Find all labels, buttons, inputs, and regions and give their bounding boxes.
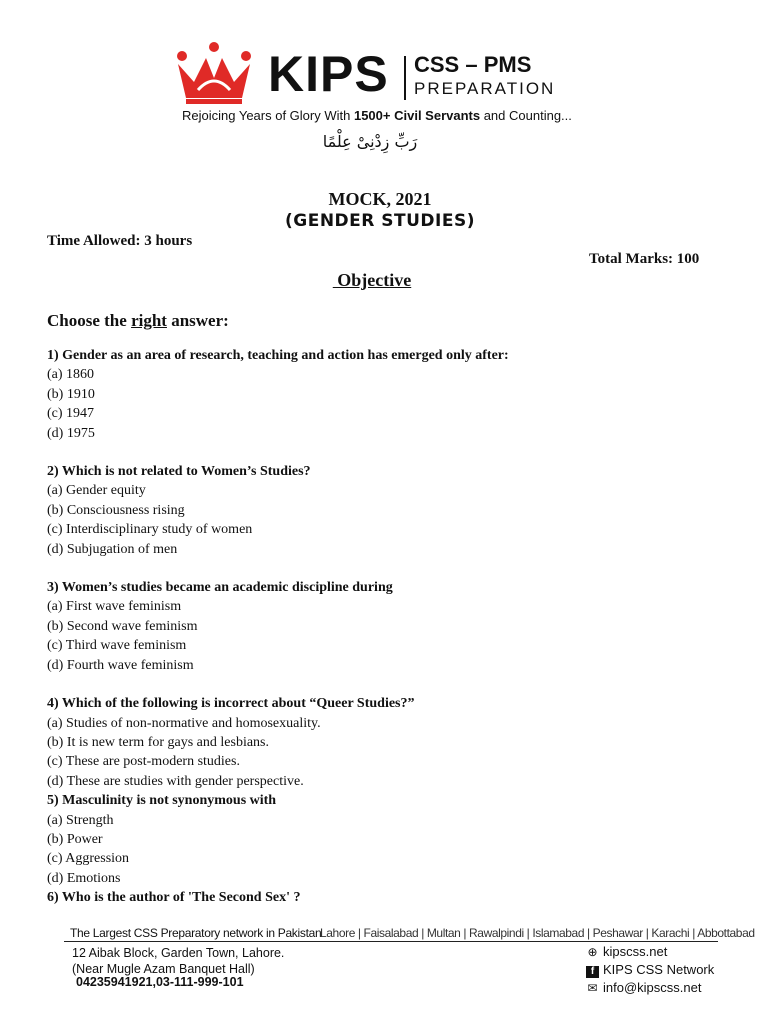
question-2	[47, 462, 727, 559]
facebook-icon: f	[586, 966, 599, 978]
question-text: 6) Who is the author of 'The Second Sex' ?	[47, 890, 301, 906]
website-contact[interactable]	[586, 944, 667, 959]
section-heading: Objective	[332, 270, 412, 290]
option: (a) First wave feminism	[47, 599, 182, 615]
option: (c) Aggression	[47, 851, 130, 867]
question-text: 3) Women’s studies became an academic discipline during	[47, 580, 393, 596]
instruction-pre: Choose the	[47, 311, 132, 330]
option: (a) Strength	[47, 812, 114, 828]
option: (b) Second wave feminism	[47, 618, 198, 634]
option: (c) Third wave feminism	[47, 638, 187, 654]
instruction	[47, 311, 229, 331]
brand-subtitle-2: PREPARATION	[414, 79, 556, 98]
option: (d) Fourth wave feminism	[47, 657, 194, 673]
phone-numbers: 04235941921,03-111-999-101	[76, 975, 244, 989]
option: (c) Interdisciplinary study of women	[47, 522, 253, 538]
arabic-verse: رَبِّ زِدْنِیْ عِلْمًا	[322, 132, 418, 151]
email-contact[interactable]	[586, 980, 701, 995]
question-text: 4) Which of the following is incorrect about “Queer Studies?”	[47, 696, 415, 712]
tagline-number: 1500+	[353, 108, 391, 123]
option: (b) It is new term for gays and lesbians.	[47, 734, 269, 750]
brand-subtitle: CSS – PMS	[414, 52, 532, 77]
question-4	[47, 694, 727, 791]
brand-name: KIPS	[268, 46, 389, 102]
tagline-highlight: Civil Servants	[390, 108, 481, 123]
tagline	[182, 106, 602, 126]
option: (c) 1947	[47, 406, 95, 422]
instruction-post: answer:	[166, 311, 229, 330]
option: (d) Subjugation of men	[47, 541, 178, 557]
option: (b) 1910	[47, 386, 95, 402]
option: (a) 1860	[47, 367, 95, 383]
instruction-underlined: right	[131, 311, 167, 330]
footer	[0, 922, 768, 1022]
option: (a) Gender equity	[47, 483, 146, 499]
brand-divider	[404, 56, 406, 100]
exam-subject: (GENDER STUDIES)	[284, 211, 475, 231]
question-5	[47, 791, 727, 888]
question-list	[47, 346, 727, 908]
option: (d) These are studies with gender perspective.	[47, 773, 304, 789]
city-list: Lahore | Faisalabad | Multan | Rawalpindi | Islamabad | Peshawar | Karachi | Abbottabad	[320, 926, 755, 940]
question-text: 5) Masculinity is not synonymous with	[47, 793, 277, 809]
time-allowed: Time Allowed: 3 hours	[47, 233, 193, 249]
option: (b) Consciousness rising	[47, 502, 185, 518]
globe-icon: ⊕	[587, 945, 598, 959]
email-text: info@kipscss.net	[603, 980, 702, 995]
question-1	[47, 346, 727, 443]
tagline-post: and Counting...	[480, 108, 572, 123]
network-tagline: The Largest CSS Preparatory network in Pakistan	[70, 926, 322, 940]
footer-divider	[64, 941, 718, 942]
option: (d) 1975	[47, 425, 95, 441]
option: (c) These are post-modern studies.	[47, 754, 240, 770]
tagline-pre: Rejoicing Years of Glory With	[182, 108, 354, 123]
total-marks: Total Marks: 100	[589, 251, 700, 267]
facebook-text: KIPS CSS Network	[603, 962, 715, 977]
facebook-contact[interactable]	[586, 962, 714, 978]
question-text: 2) Which is not related to Women’s Studies?	[47, 464, 311, 480]
question-text: 1) Gender as an area of research, teaching and action has emerged only after:	[47, 348, 509, 363]
question-6	[47, 888, 727, 907]
envelope-icon: ✉	[587, 981, 598, 995]
address-line-2: (Near Mugle Azam Banquet Hall)	[72, 962, 255, 976]
exam-title: MOCK, 2021	[328, 189, 432, 209]
address-line-1: 12 Aibak Block, Garden Town, Lahore.	[72, 946, 285, 960]
option: (d) Emotions	[47, 870, 121, 886]
option: (b) Power	[47, 831, 103, 847]
question-3	[47, 578, 727, 675]
option: (a) Studies of non-normative and homosexuality.	[47, 715, 321, 731]
website-text: kipscss.net	[603, 944, 668, 959]
crown-logo-icon	[176, 42, 252, 106]
header	[0, 0, 768, 170]
